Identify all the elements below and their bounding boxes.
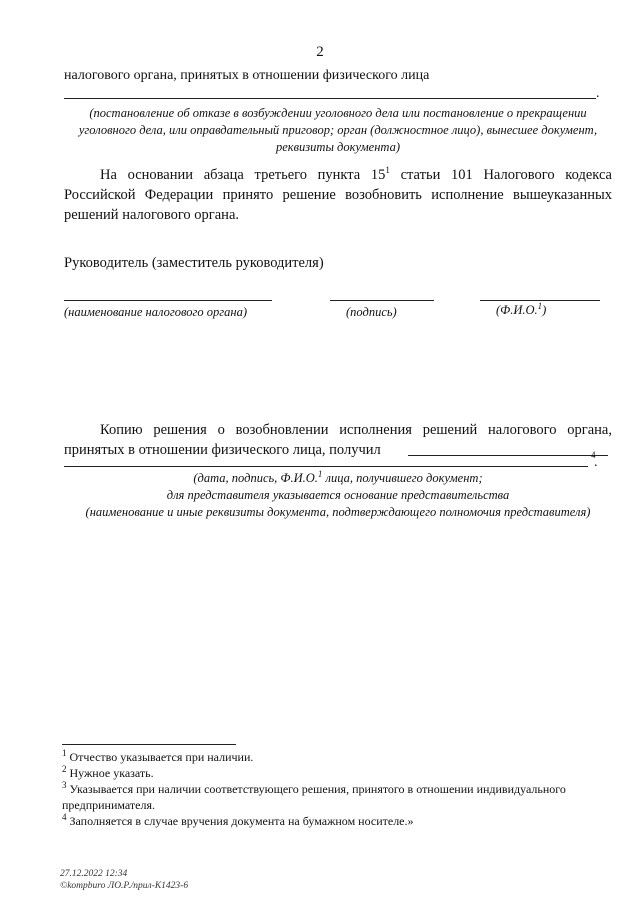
org-name-line [64, 300, 272, 301]
copyright-icon: © [60, 881, 68, 891]
fio-caption: (Ф.И.О.$^1$) [496, 300, 547, 317]
decision-paragraph: На основании абзаца третьего пункта $15^1$ статьи 101 Налогового кодекса Российской Федерации принято решение возобновить исполнение вышеуказанных решений налогового органа. [64, 165, 612, 223]
line-period-2: . [594, 455, 598, 470]
footnote-ref-4: 4 [591, 450, 596, 460]
footnote-ref: 1 [385, 165, 390, 176]
receiver-caption: (дата, подпись, Ф.И.О.$^1$ лица, получившего документ; для представителя указывается основание представительства (наименование и иные реквизиты документа, подтверждающего полномочия представителя) [85, 468, 591, 519]
document-caption: (постановление об отказе в возбуждении уголовного дела или постановление о прекращении уголовного дела, или оправдательный приговор; орган (должностное лицо), вынесшее документ, реквизиты документа) [78, 106, 598, 154]
org-name-caption: (наименование налогового органа) [64, 305, 247, 319]
head-title: Руководитель (заместитель руководителя) [64, 255, 324, 271]
receiver-line-1 [408, 455, 608, 456]
footnote-4: $^4$ Заполняется в случае вручения документа на бумажном носителе.» [62, 812, 414, 828]
footnote-1: $^1$ Отчество указывается при наличии. [62, 748, 254, 764]
footnote-2: $^2$ Нужное указать. [62, 764, 154, 780]
line-period: . [596, 86, 600, 101]
page-number: 2 [316, 44, 324, 60]
footnote-separator [62, 744, 236, 745]
receiver-line-2 [64, 466, 588, 467]
signature-caption: (подпись) [346, 305, 397, 319]
copy-received-paragraph: Копию решения о возобновлении исполнения решений налогового органа, принятых в отношении физического лица, получил [64, 422, 612, 458]
footer-source: ©kompburo ЛО.Р./прил-К1423-6 [60, 881, 189, 891]
intro-line: налогового органа, принятых в отношении физического лица [64, 68, 430, 83]
footer-date: 27.12.2022 12:34 [60, 869, 128, 879]
fill-line-document [64, 98, 596, 99]
signature-line [330, 300, 434, 301]
footnote-3: $^3$ Указывается при наличии соответствующего решения, принятого в отношении индивидуального предпринимателя. [62, 780, 566, 812]
